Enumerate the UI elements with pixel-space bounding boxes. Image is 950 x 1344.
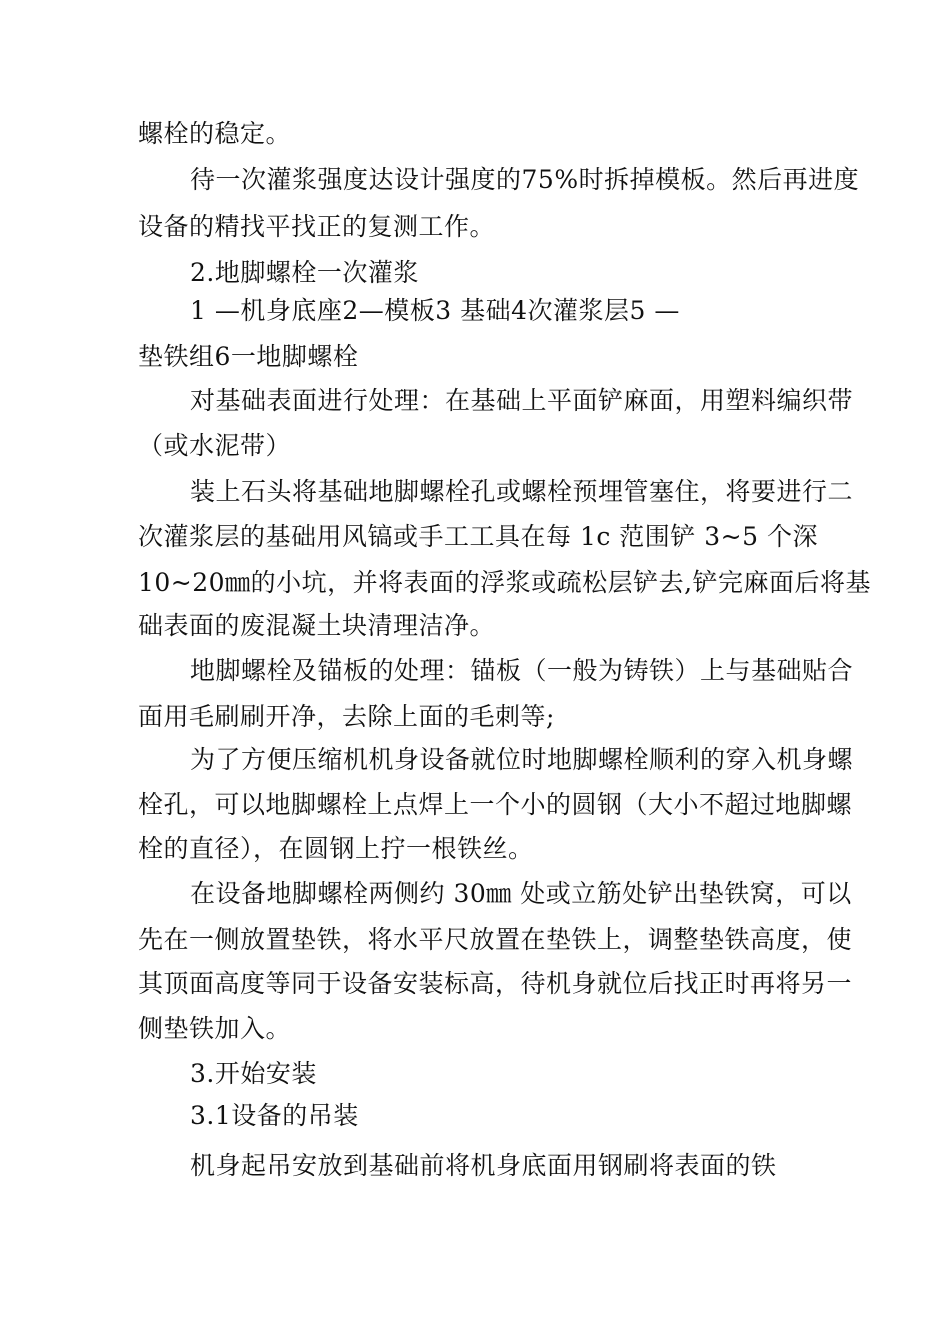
subsection-heading: 3.1设备的吊装 bbox=[190, 1101, 359, 1130]
text-line: 10~20㎜的小坑，并将表面的浮浆或疏松层铲去,铲完麻面后将基 bbox=[138, 568, 872, 597]
text-line: 地脚螺栓及锚板的处理：锚板（一般为铸铁）上与基础贴合 bbox=[190, 656, 854, 685]
figure-caption-line: 垫铁组6一地脚螺栓 bbox=[138, 342, 359, 371]
text-line: 机身起吊安放到基础前将机身底面用钢刷将表面的铁 bbox=[190, 1151, 777, 1180]
figure-caption-line: 1 —机身底座2—模板3 基础4次灌浆层5 — bbox=[190, 296, 680, 325]
text-line: 础表面的废混凝土块清理洁净。 bbox=[138, 611, 496, 640]
text-line: 次灌浆层的基础用风镐或手工工具在每 1c 范围铲 3~5 个深 bbox=[138, 522, 818, 551]
text-line: 螺栓的稳定。 bbox=[138, 119, 292, 148]
text-line: 装上石头将基础地脚螺栓孔或螺栓预埋管塞住，将要进行二 bbox=[190, 477, 854, 506]
text-line: 侧垫铁加入。 bbox=[138, 1014, 292, 1043]
text-line: 栓的直径），在圆钢上拧一根铁丝。 bbox=[138, 834, 534, 863]
section-heading: 2.地脚螺栓一次灌浆 bbox=[190, 258, 419, 287]
text-line: （或水泥带） bbox=[138, 431, 292, 460]
text-line: 为了方便压缩机机身设备就位时地脚螺栓顺利的穿入机身螺 bbox=[190, 745, 854, 774]
text-line: 待一次灌浆强度达设计强度的75%时拆掉模板。然后再进度 bbox=[190, 165, 860, 194]
text-line: 设备的精找平找正的复测工作。 bbox=[138, 212, 496, 241]
text-line: 先在一侧放置垫铁，将水平尺放置在垫铁上，调整垫铁高度，使 bbox=[138, 925, 853, 954]
text-line: 对基础表面进行处理：在基础上平面铲麻面，用塑料编织带 bbox=[190, 386, 854, 415]
text-line: 在设备地脚螺栓两侧约 30㎜ 处或立筋处铲出垫铁窝，可以 bbox=[190, 879, 852, 908]
text-line: 其顶面高度等同于设备安装标高，待机身就位后找正时再将另一 bbox=[138, 969, 853, 998]
text-line: 栓孔，可以地脚螺栓上点焊上一个小的圆钢（大小不超过地脚螺 bbox=[138, 790, 853, 819]
text-line: 面用毛刷刷开净，去除上面的毛刺等; bbox=[138, 702, 555, 731]
section-heading: 3.开始安装 bbox=[190, 1059, 317, 1088]
